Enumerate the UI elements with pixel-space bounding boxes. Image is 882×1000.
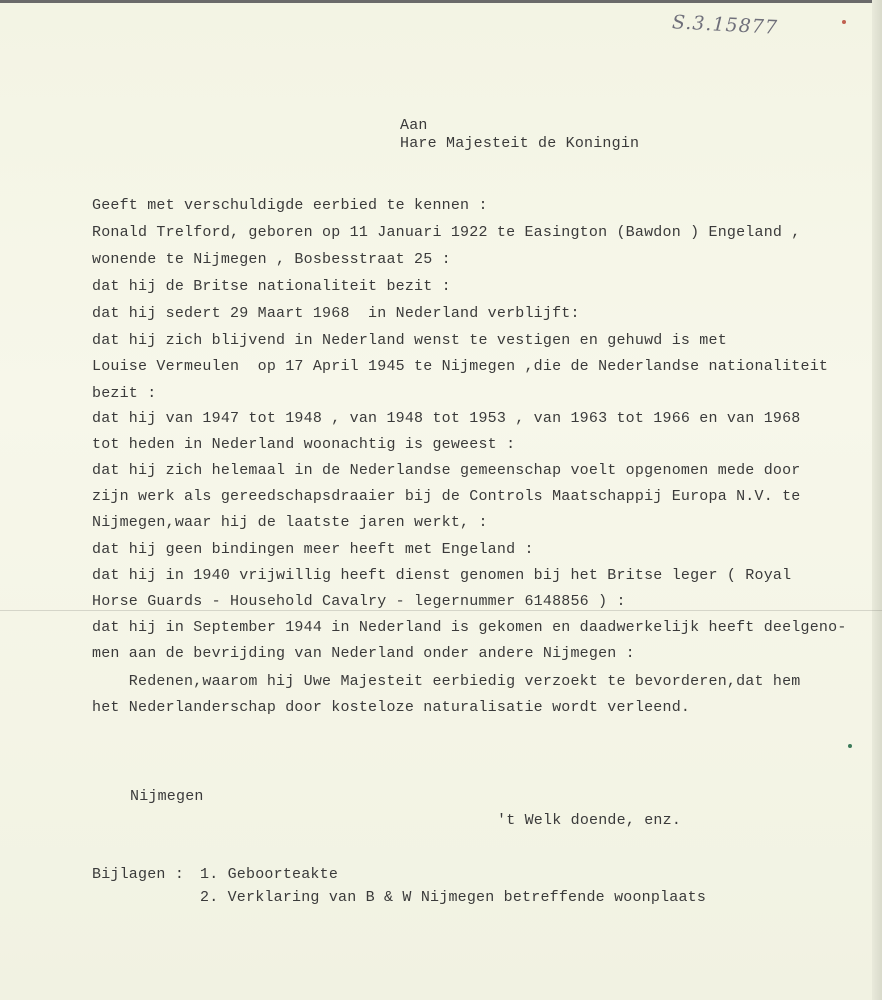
scan-top-edge (0, 0, 882, 3)
body-line: dat hij in September 1944 in Nederland is gekomen en daadwerkelijk heeft deelgeno- (92, 619, 847, 636)
body-line: Louise Vermeulen op 17 April 1945 te Nijmegen ,die de Nederlandse nationaliteit (92, 358, 829, 375)
addressee-line-2: Hare Majesteit de Koningin (400, 135, 640, 152)
body-line: dat hij in 1940 vrijwillig heeft dienst genomen bij het Britse leger ( Royal (92, 567, 792, 584)
attachments-label: Bijlagen : (92, 866, 185, 883)
body-line: dat hij sedert 29 Maart 1968 in Nederland verblijft: (92, 305, 580, 322)
scan-right-edge (872, 0, 882, 1000)
body-line: zijn werk als gereedschapsdraaier bij de Controls Maatschappij Europa N.V. te (92, 488, 801, 505)
body-line: dat hij van 1947 tot 1948 , van 1948 tot 1953 , van 1963 tot 1966 en van 1968 (92, 410, 801, 427)
ink-dot (848, 744, 852, 748)
body-line: bezit : (92, 385, 157, 402)
body-line: Redenen,waarom hij Uwe Majesteit eerbiedig verzoekt te bevorderen,dat hem (92, 673, 801, 690)
place: Nijmegen (130, 788, 204, 805)
closing: 't Welk doende, enz. (497, 812, 682, 829)
attachment-item: 2. Verklaring van B & W Nijmegen betreffende woonplaats (200, 889, 707, 906)
body-line: wonende te Nijmegen , Bosbesstraat 25 : (92, 251, 451, 268)
body-line: dat hij zich blijvend in Nederland wenst te vestigen en gehuwd is met (92, 332, 727, 349)
body-line: het Nederlanderschap door kosteloze naturalisatie wordt verleend. (92, 699, 691, 716)
addressee-line-1: Aan (400, 117, 428, 134)
ink-dot (842, 20, 846, 24)
body-line: dat hij zich helemaal in de Nederlandse gemeenschap voelt opgenomen mede door (92, 462, 801, 479)
body-line: men aan de bevrijding van Nederland onder andere Nijmegen : (92, 645, 635, 662)
body-line: Horse Guards - Household Cavalry - legernummer 6148856 ) : (92, 593, 626, 610)
body-line: Ronald Trelford, geboren op 11 Januari 1922 te Easington (Bawdon ) Engeland , (92, 224, 801, 241)
body-line: tot heden in Nederland woonachtig is geweest : (92, 436, 516, 453)
attachment-item: 1. Geboorteakte (200, 866, 339, 883)
body-line: dat hij de Britse nationaliteit bezit : (92, 278, 451, 295)
body-line: Nijmegen,waar hij de laatste jaren werkt, : (92, 514, 488, 531)
handwritten-reference-number: S.3.15877 (671, 11, 779, 39)
body-line: dat hij geen bindingen meer heeft met Engeland : (92, 541, 534, 558)
body-line: Geeft met verschuldigde eerbied te kennen : (92, 197, 488, 214)
